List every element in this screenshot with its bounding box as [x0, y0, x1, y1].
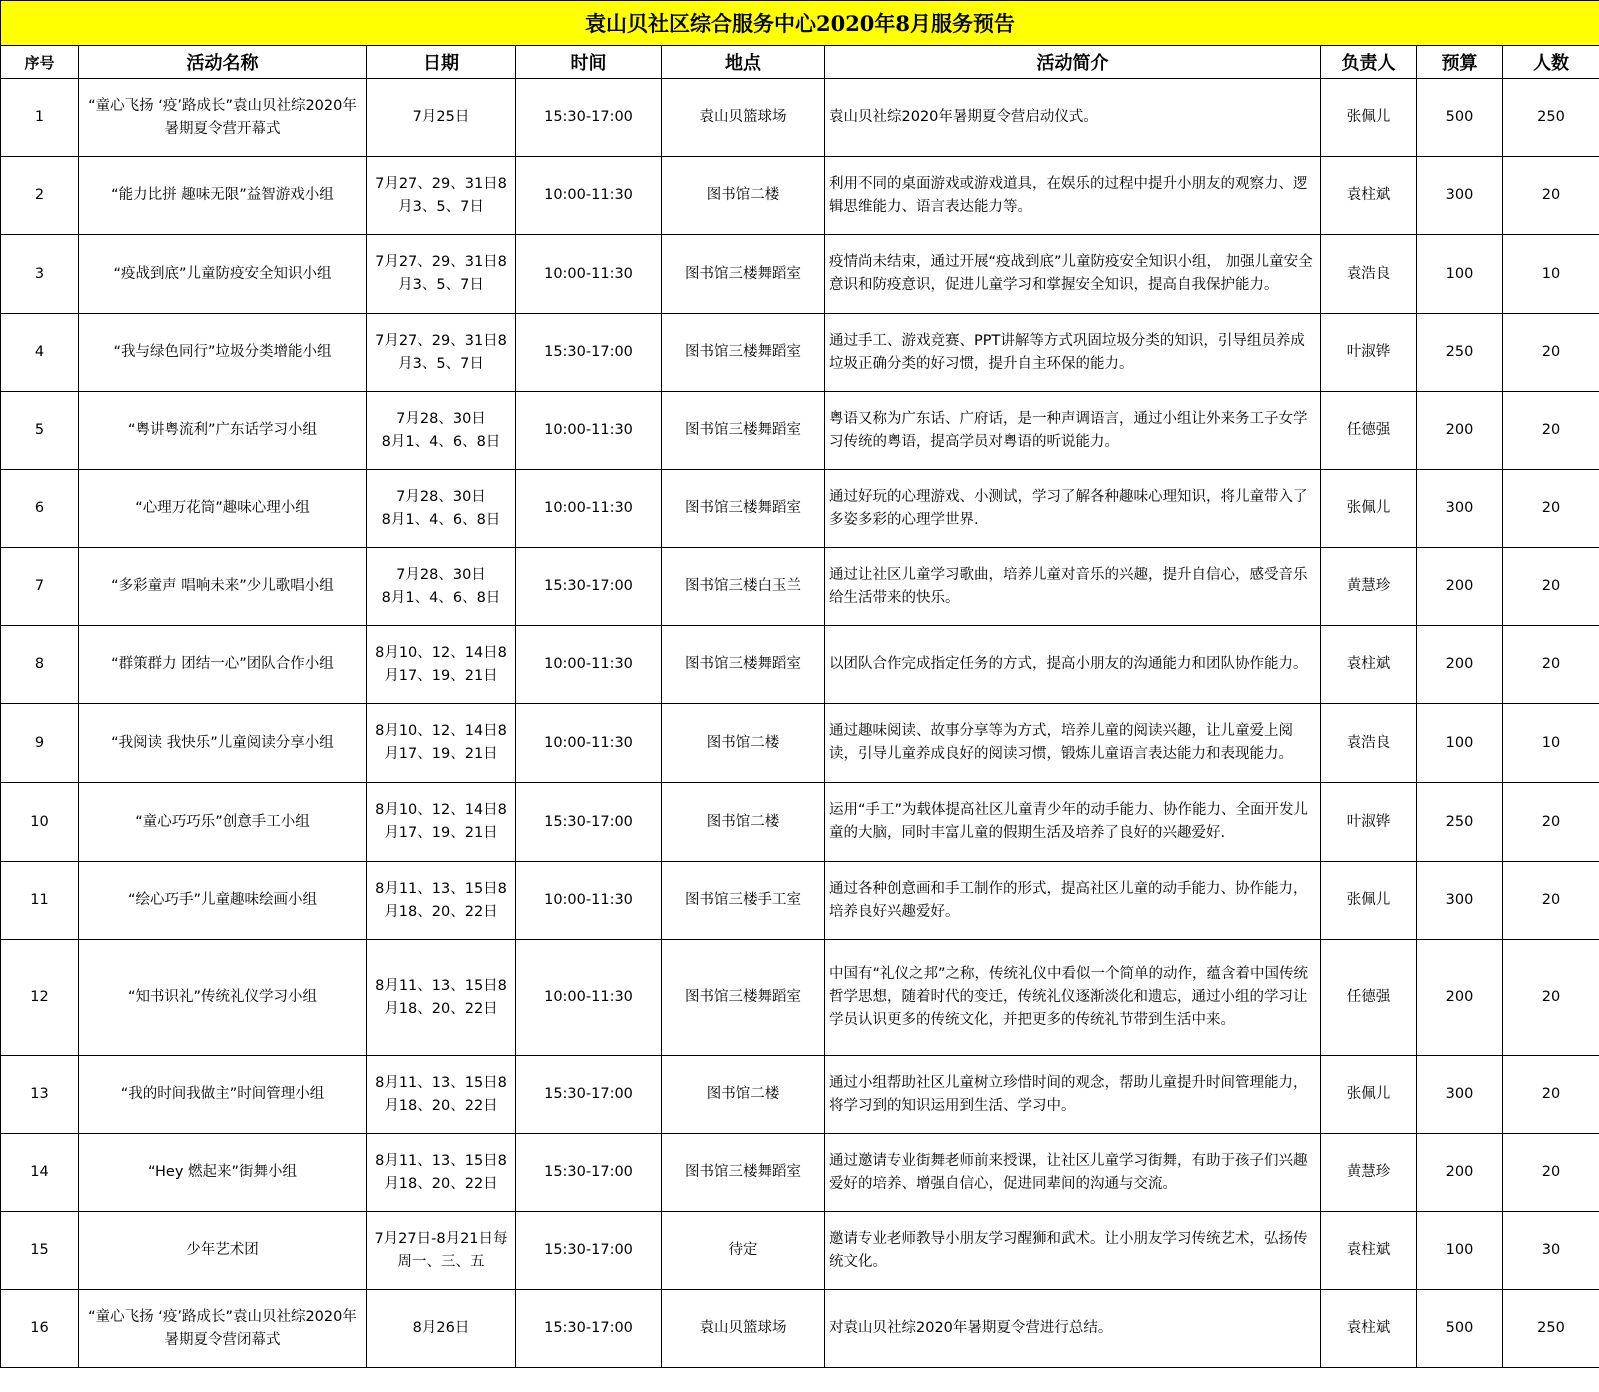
cell-owner: 张佩儿 — [1321, 862, 1417, 940]
cell-count: 250 — [1503, 79, 1599, 157]
cell-desc: 粤语又称为广东话、广府话，是一种声调语言，通过小组让外来务工子女学习传统的粤语，提高学员对粤语的听说能力。 — [825, 392, 1321, 470]
table-row — [1, 79, 1599, 157]
cell-no: 5 — [1, 392, 79, 470]
cell-date: 7月27、29、31日8月3、5、7日 — [367, 157, 516, 235]
cell-date: 7月28、30日 8月1、4、6、8日 — [367, 392, 516, 470]
cell-no: 4 — [1, 314, 79, 392]
cell-place: 图书馆二楼 — [662, 783, 825, 862]
cell-no: 10 — [1, 783, 79, 862]
cell-name: “绘心巧手”儿童趣味绘画小组 — [79, 862, 367, 940]
cell-count: 10 — [1503, 235, 1599, 314]
cell-budget: 100 — [1417, 704, 1503, 783]
cell-time: 15:30-17:00 — [516, 783, 662, 862]
cell-date: 7月27、29、31日8月3、5、7日 — [367, 314, 516, 392]
header-budget: 预算 — [1417, 46, 1503, 79]
cell-owner: 叶淑铧 — [1321, 314, 1417, 392]
cell-desc: 以团队合作完成指定任务的方式，提高小朋友的沟通能力和团队协作能力。 — [825, 626, 1321, 704]
table-row — [1, 1134, 1599, 1212]
table-row — [1, 704, 1599, 783]
cell-date: 7月27、29、31日8月3、5、7日 — [367, 235, 516, 314]
cell-budget: 500 — [1417, 79, 1503, 157]
header-owner: 负责人 — [1321, 46, 1417, 79]
cell-time: 15:30-17:00 — [516, 1212, 662, 1290]
cell-time: 15:30-17:00 — [516, 314, 662, 392]
cell-count: 20 — [1503, 783, 1599, 862]
cell-desc: 运用“手工”为载体提高社区儿童青少年的动手能力、协作能力、全面开发儿童的大脑，同时丰富儿童的假期生活及培养了良好的兴趣爱好. — [825, 783, 1321, 862]
cell-no: 3 — [1, 235, 79, 314]
cell-place: 袁山贝篮球场 — [662, 1290, 825, 1368]
cell-name: “粤讲粤流利”广东话学习小组 — [79, 392, 367, 470]
cell-place: 图书馆三楼手工室 — [662, 862, 825, 940]
cell-desc: 通过手工、游戏竞赛、PPT讲解等方式巩固垃圾分类的知识，引导组员养成垃圾正确分类的好习惯，提升自主环保的能力。 — [825, 314, 1321, 392]
cell-owner: 黄慧珍 — [1321, 1134, 1417, 1212]
cell-place: 图书馆三楼舞蹈室 — [662, 1134, 825, 1212]
cell-count: 20 — [1503, 470, 1599, 548]
cell-date: 8月11、13、15日8月18、20、22日 — [367, 1134, 516, 1212]
cell-desc: 利用不同的桌面游戏或游戏道具，在娱乐的过程中提升小朋友的观察力、逻辑思维能力、语言表达能力等。 — [825, 157, 1321, 235]
cell-date: 7月28、30日 8月1、4、6、8日 — [367, 548, 516, 626]
cell-desc: 邀请专业老师教导小朋友学习醒狮和武术。让小朋友学习传统艺术，弘扬传统文化。 — [825, 1212, 1321, 1290]
cell-count: 20 — [1503, 314, 1599, 392]
table-row — [1, 548, 1599, 626]
cell-budget: 300 — [1417, 157, 1503, 235]
table-row — [1, 862, 1599, 940]
header-no: 序号 — [1, 46, 79, 79]
cell-no: 12 — [1, 940, 79, 1056]
cell-name: “我与绿色同行”垃圾分类增能小组 — [79, 314, 367, 392]
cell-budget: 200 — [1417, 626, 1503, 704]
cell-desc: 中国有“礼仪之邦”之称，传统礼仪中看似一个简单的动作，蕴含着中国传统哲学思想，随着时代的变迁，传统礼仪逐渐淡化和遗忘，通过小组的学习让学员认识更多的传统文化，并把更多的传统礼节带到生活中来。 — [825, 940, 1321, 1056]
cell-place: 图书馆三楼舞蹈室 — [662, 314, 825, 392]
cell-name: “群策群力 团结一心”团队合作小组 — [79, 626, 367, 704]
cell-owner: 袁浩良 — [1321, 704, 1417, 783]
cell-budget: 250 — [1417, 783, 1503, 862]
cell-name: “心理万花筒”趣味心理小组 — [79, 470, 367, 548]
cell-time: 10:00-11:30 — [516, 157, 662, 235]
cell-time: 15:30-17:00 — [516, 1290, 662, 1368]
cell-desc: 通过让社区儿童学习歌曲，培养儿童对音乐的兴趣，提升自信心，感受音乐给生活带来的快乐。 — [825, 548, 1321, 626]
header-name: 活动名称 — [79, 46, 367, 79]
cell-no: 15 — [1, 1212, 79, 1290]
cell-count: 30 — [1503, 1212, 1599, 1290]
cell-place: 图书馆三楼舞蹈室 — [662, 626, 825, 704]
cell-budget: 200 — [1417, 392, 1503, 470]
cell-owner: 袁浩良 — [1321, 235, 1417, 314]
cell-owner: 任德强 — [1321, 940, 1417, 1056]
cell-date: 7月25日 — [367, 79, 516, 157]
cell-no: 9 — [1, 704, 79, 783]
cell-budget: 300 — [1417, 470, 1503, 548]
cell-count: 20 — [1503, 940, 1599, 1056]
cell-name: “童心巧巧乐”创意手工小组 — [79, 783, 367, 862]
cell-no: 14 — [1, 1134, 79, 1212]
cell-name: “我阅读 我快乐”儿童阅读分享小组 — [79, 704, 367, 783]
cell-desc: 疫情尚未结束，通过开展“疫战到底”儿童防疫安全知识小组， 加强儿童安全意识和防疫意识，促进儿童学习和掌握安全知识，提高自我保护能力。 — [825, 235, 1321, 314]
cell-count: 250 — [1503, 1290, 1599, 1368]
cell-place: 图书馆三楼舞蹈室 — [662, 235, 825, 314]
cell-date: 8月10、12、14日8月17、19、21日 — [367, 783, 516, 862]
cell-place: 图书馆三楼舞蹈室 — [662, 392, 825, 470]
cell-date: 7月28、30日 8月1、4、6、8日 — [367, 470, 516, 548]
cell-no: 1 — [1, 79, 79, 157]
cell-desc: 通过邀请专业街舞老师前来授课，让社区儿童学习街舞，有助于孩子们兴趣爱好的培养、增强自信心，促进同辈间的沟通与交流。 — [825, 1134, 1321, 1212]
cell-name: “Hey 燃起来”街舞小组 — [79, 1134, 367, 1212]
cell-time: 10:00-11:30 — [516, 235, 662, 314]
cell-count: 20 — [1503, 1056, 1599, 1134]
page-title: 袁山贝社区综合服务中心2020年8月服务预告 — [1, 1, 1599, 46]
cell-name: “多彩童声 唱响未来”少儿歌唱小组 — [79, 548, 367, 626]
cell-no: 11 — [1, 862, 79, 940]
cell-owner: 张佩儿 — [1321, 79, 1417, 157]
cell-name: “疫战到底”儿童防疫安全知识小组 — [79, 235, 367, 314]
cell-name: “童心飞扬 ‘疫’路成长”袁山贝社综2020年暑期夏令营闭幕式 — [79, 1290, 367, 1368]
cell-owner: 袁柱斌 — [1321, 626, 1417, 704]
cell-time: 15:30-17:00 — [516, 79, 662, 157]
cell-no: 13 — [1, 1056, 79, 1134]
cell-time: 10:00-11:30 — [516, 862, 662, 940]
cell-place: 图书馆三楼白玉兰 — [662, 548, 825, 626]
cell-no: 2 — [1, 157, 79, 235]
cell-date: 8月10、12、14日8月17、19、21日 — [367, 626, 516, 704]
cell-place: 图书馆二楼 — [662, 704, 825, 783]
cell-time: 15:30-17:00 — [516, 548, 662, 626]
cell-count: 10 — [1503, 704, 1599, 783]
header-date: 日期 — [367, 46, 516, 79]
cell-time: 15:30-17:00 — [516, 1056, 662, 1134]
cell-place: 袁山贝篮球场 — [662, 79, 825, 157]
cell-name: 少年艺术团 — [79, 1212, 367, 1290]
cell-budget: 300 — [1417, 862, 1503, 940]
cell-count: 20 — [1503, 862, 1599, 940]
cell-date: 7月27日-8月21日每周一、三、五 — [367, 1212, 516, 1290]
cell-budget: 100 — [1417, 235, 1503, 314]
header-time: 时间 — [516, 46, 662, 79]
cell-time: 10:00-11:30 — [516, 392, 662, 470]
cell-place: 图书馆三楼舞蹈室 — [662, 470, 825, 548]
cell-name: “知书识礼”传统礼仪学习小组 — [79, 940, 367, 1056]
cell-no: 6 — [1, 470, 79, 548]
cell-count: 20 — [1503, 157, 1599, 235]
cell-owner: 黄慧珍 — [1321, 548, 1417, 626]
cell-budget: 200 — [1417, 548, 1503, 626]
table-row — [1, 1212, 1599, 1290]
cell-place: 图书馆二楼 — [662, 1056, 825, 1134]
table-row — [1, 157, 1599, 235]
cell-date: 8月26日 — [367, 1290, 516, 1368]
cell-date: 8月10、12、14日8月17、19、21日 — [367, 704, 516, 783]
cell-name: “我的时间我做主”时间管理小组 — [79, 1056, 367, 1134]
cell-desc: 对袁山贝社综2020年暑期夏令营进行总结。 — [825, 1290, 1321, 1368]
header-desc: 活动简介 — [825, 46, 1321, 79]
cell-count: 20 — [1503, 392, 1599, 470]
cell-desc: 通过好玩的心理游戏、小测试，学习了解各种趣味心理知识，将儿童带入了多姿多彩的心理学世界. — [825, 470, 1321, 548]
cell-time: 15:30-17:00 — [516, 1134, 662, 1212]
cell-owner: 袁柱斌 — [1321, 157, 1417, 235]
cell-name: “童心飞扬 ‘疫’路成长”袁山贝社综2020年暑期夏令营开幕式 — [79, 79, 367, 157]
cell-no: 8 — [1, 626, 79, 704]
cell-count: 20 — [1503, 626, 1599, 704]
table-row — [1, 392, 1599, 470]
cell-desc: 通过各种创意画和手工制作的形式，提高社区儿童的动手能力、协作能力，培养良好兴趣爱好。 — [825, 862, 1321, 940]
cell-time: 10:00-11:30 — [516, 940, 662, 1056]
header-place: 地点 — [662, 46, 825, 79]
cell-no: 7 — [1, 548, 79, 626]
cell-place: 图书馆二楼 — [662, 157, 825, 235]
cell-date: 8月11、13、15日8月18、20、22日 — [367, 862, 516, 940]
table-row — [1, 940, 1599, 1056]
cell-owner: 张佩儿 — [1321, 470, 1417, 548]
table-row — [1, 470, 1599, 548]
cell-count: 20 — [1503, 548, 1599, 626]
cell-budget: 300 — [1417, 1056, 1503, 1134]
cell-time: 10:00-11:30 — [516, 626, 662, 704]
table-row — [1, 235, 1599, 314]
cell-desc: 通过趣味阅读、故事分享等为方式，培养儿童的阅读兴趣，让儿童爱上阅读，引导儿童养成良好的阅读习惯，锻炼儿童语言表达能力和表现能力。 — [825, 704, 1321, 783]
cell-budget: 100 — [1417, 1212, 1503, 1290]
header-row — [1, 46, 1599, 79]
header-count: 人数 — [1503, 46, 1599, 79]
cell-time: 10:00-11:30 — [516, 704, 662, 783]
cell-owner: 袁柱斌 — [1321, 1290, 1417, 1368]
cell-budget: 500 — [1417, 1290, 1503, 1368]
cell-time: 10:00-11:30 — [516, 470, 662, 548]
cell-name: “能力比拼 趣味无限”益智游戏小组 — [79, 157, 367, 235]
schedule-body — [1, 79, 1599, 1368]
table-row — [1, 626, 1599, 704]
cell-owner: 任德强 — [1321, 392, 1417, 470]
table-row — [1, 1290, 1599, 1368]
cell-budget: 200 — [1417, 1134, 1503, 1212]
cell-budget: 250 — [1417, 314, 1503, 392]
cell-desc: 通过小组帮助社区儿童树立珍惜时间的观念，帮助儿童提升时间管理能力，将学习到的知识运用到生活、学习中。 — [825, 1056, 1321, 1134]
cell-place: 待定 — [662, 1212, 825, 1290]
cell-date: 8月11、13、15日8月18、20、22日 — [367, 1056, 516, 1134]
cell-count: 20 — [1503, 1134, 1599, 1212]
cell-place: 图书馆三楼舞蹈室 — [662, 940, 825, 1056]
table-row — [1, 314, 1599, 392]
cell-owner: 袁柱斌 — [1321, 1212, 1417, 1290]
cell-no: 16 — [1, 1290, 79, 1368]
cell-desc: 袁山贝社综2020年暑期夏令营启动仪式。 — [825, 79, 1321, 157]
cell-owner: 张佩儿 — [1321, 1056, 1417, 1134]
table-row — [1, 1056, 1599, 1134]
cell-budget: 200 — [1417, 940, 1503, 1056]
table-row — [1, 783, 1599, 862]
cell-date: 8月11、13、15日8月18、20、22日 — [367, 940, 516, 1056]
cell-owner: 叶淑铧 — [1321, 783, 1417, 862]
